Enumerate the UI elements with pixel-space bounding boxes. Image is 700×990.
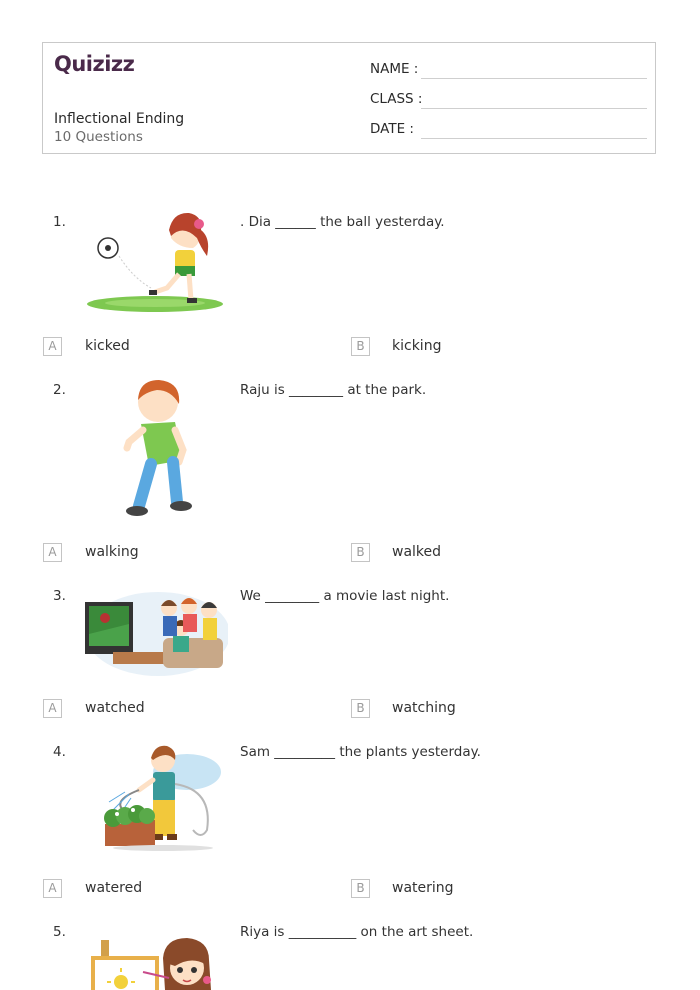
option-b-box[interactable]: B	[351, 543, 370, 562]
question-text: Sam _________ the plants yesterday.	[240, 744, 481, 760]
option-b-text[interactable]: kicking	[392, 338, 442, 354]
boy-walking-illustration	[83, 378, 228, 523]
question-text: . Dia ______ the ball yesterday.	[240, 214, 445, 230]
option-a-box[interactable]: A	[43, 337, 62, 356]
class-line[interactable]	[421, 108, 647, 109]
option-a-box[interactable]: A	[43, 699, 62, 718]
option-b-box[interactable]: B	[351, 337, 370, 356]
name-line[interactable]	[421, 78, 647, 79]
option-b-text[interactable]: watching	[392, 700, 456, 716]
question-text: Riya is __________ on the art sheet.	[240, 924, 474, 940]
question-count: 10 Questions	[54, 129, 143, 145]
worksheet-header	[42, 42, 656, 154]
option-a-text[interactable]: walking	[85, 544, 139, 560]
option-a-text[interactable]: watched	[85, 700, 145, 716]
girl-kicking-ball-illustration	[83, 208, 228, 316]
family-watching-tv-illustration	[83, 584, 228, 676]
option-b-box[interactable]: B	[351, 699, 370, 718]
option-b-text[interactable]: watering	[392, 880, 454, 896]
quizizz-logo: Quizizz	[54, 52, 135, 76]
class-label: CLASS :	[370, 91, 423, 107]
date-line[interactable]	[421, 138, 647, 139]
option-a-box[interactable]: A	[43, 879, 62, 898]
question-number: 1.	[53, 214, 66, 230]
question-text: Raju is ________ at the park.	[240, 382, 427, 398]
option-b-text[interactable]: walked	[392, 544, 442, 560]
girl-painting-illustration	[83, 938, 228, 990]
option-a-box[interactable]: A	[43, 543, 62, 562]
question-number: 4.	[53, 744, 66, 760]
option-a-text[interactable]: kicked	[85, 338, 130, 354]
worksheet-title: Inflectional Ending	[54, 111, 185, 127]
question-text: We ________ a movie last night.	[240, 588, 450, 604]
question-number: 3.	[53, 588, 66, 604]
question-number: 5.	[53, 924, 66, 940]
date-label: DATE :	[370, 121, 414, 137]
boy-watering-plants-illustration	[83, 740, 228, 856]
question-number: 2.	[53, 382, 66, 398]
option-a-text[interactable]: watered	[85, 880, 143, 896]
name-label: NAME :	[370, 61, 419, 77]
option-b-box[interactable]: B	[351, 879, 370, 898]
